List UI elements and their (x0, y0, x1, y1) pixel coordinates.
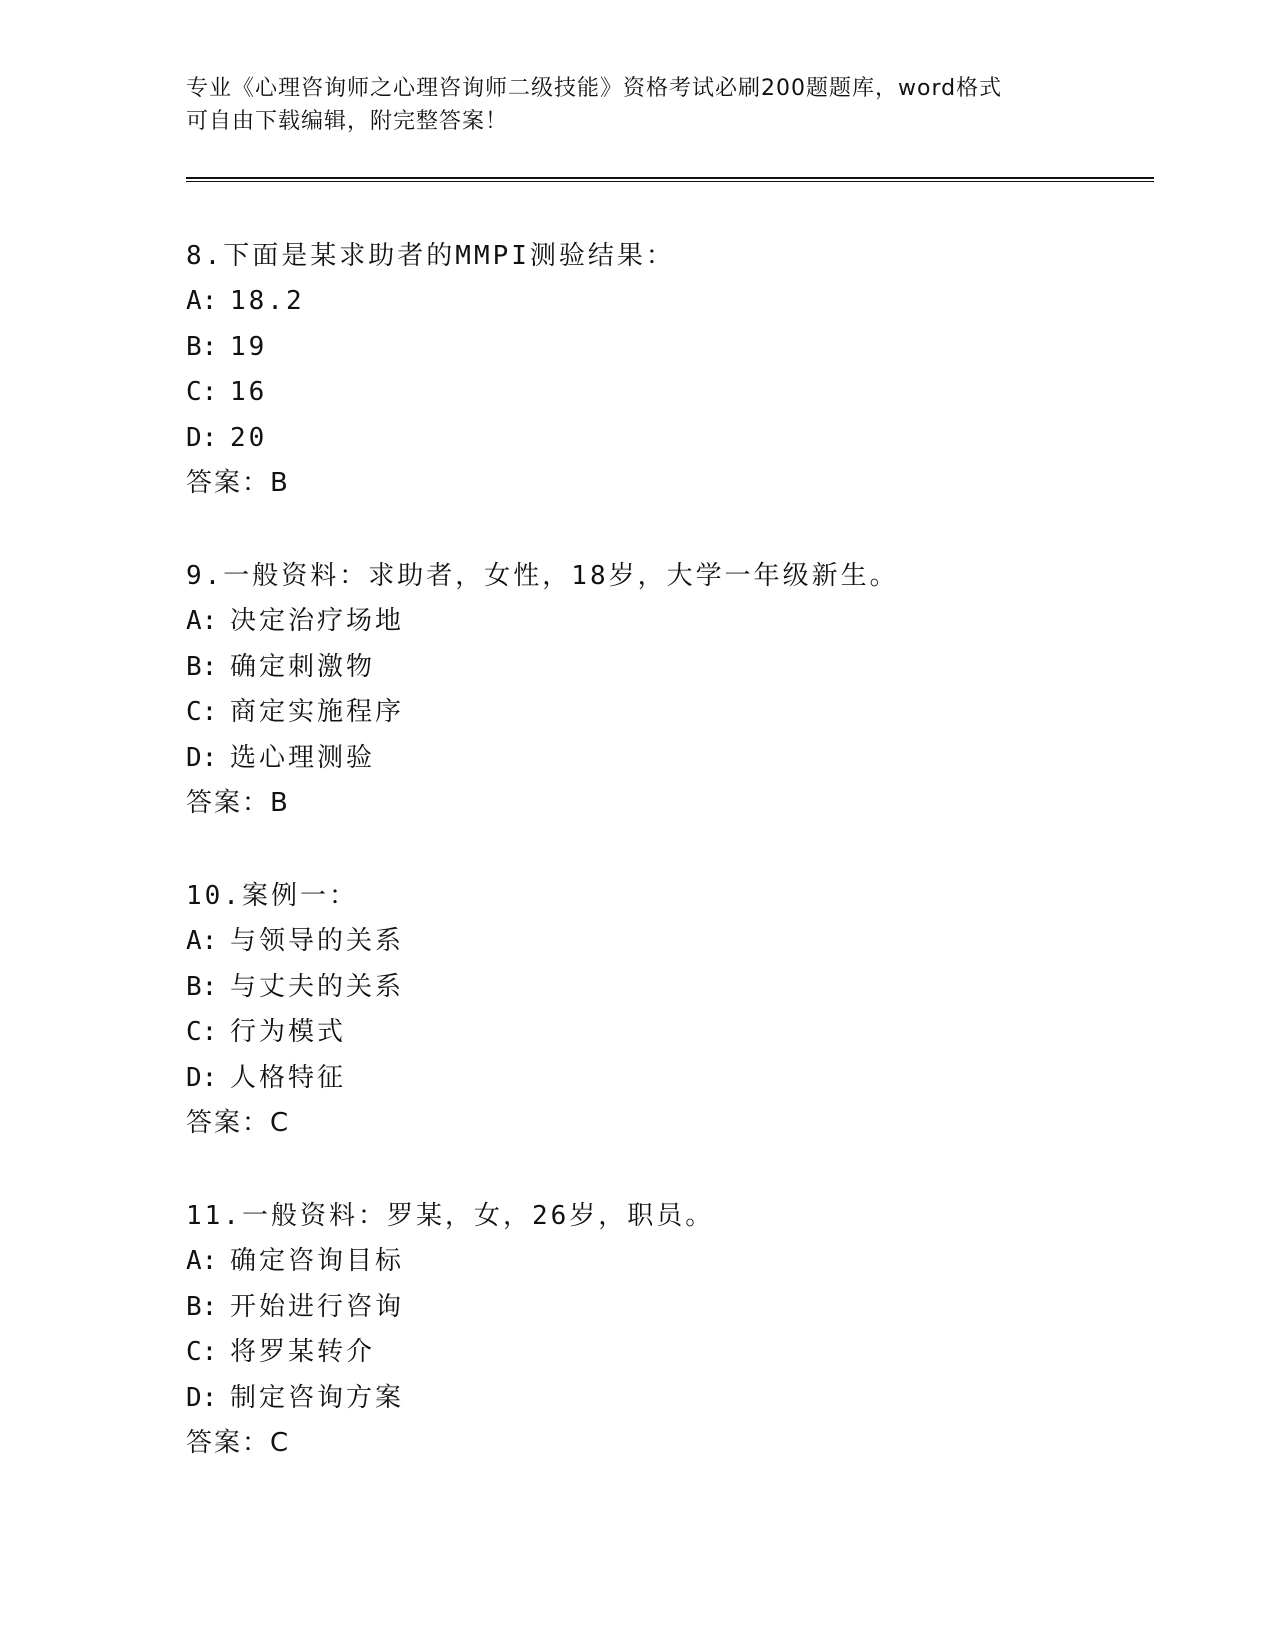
option-letter: D: (186, 1382, 218, 1413)
option-letter: C: (186, 1337, 218, 1368)
answer-line: 答案：B (186, 787, 290, 818)
header-title-line-2: 可自由下载编辑，附完整答案！ (186, 109, 509, 134)
option-text: 与领导的关系 (230, 926, 405, 957)
answer-line: 答案：C (186, 1107, 291, 1138)
option-letter: B: (186, 971, 218, 1002)
option-text: 将罗某转介 (230, 1337, 376, 1368)
option-a (186, 919, 1146, 964)
option-a (186, 599, 1146, 644)
option-c (186, 1010, 1146, 1055)
option-text: 选心理测验 (230, 742, 376, 773)
option-text: 确定刺激物 (230, 651, 376, 682)
option-b (186, 325, 1146, 370)
option-text: 19 (230, 331, 268, 362)
question-item (186, 1194, 1146, 1514)
option-text: 决定治疗场地 (230, 606, 405, 637)
option-letter: A: (186, 606, 218, 637)
option-letter: B: (186, 651, 218, 682)
option-text: 16 (230, 377, 268, 408)
header-divider (186, 177, 1154, 182)
option-a (186, 1239, 1146, 1284)
option-d (186, 416, 1146, 461)
header-title-line-1: 专业《心理咨询师之心理咨询师二级技能》资格考试必刷200题题库，word格式 (186, 76, 1003, 101)
option-b (186, 645, 1146, 690)
question-item (186, 874, 1146, 1194)
answer-line: 答案：B (186, 467, 290, 498)
option-text: 确定咨询目标 (230, 1246, 405, 1277)
option-b (186, 965, 1146, 1010)
option-d (186, 1376, 1146, 1421)
option-text: 人格特征 (230, 1062, 347, 1093)
option-text: 行为模式 (230, 1017, 347, 1048)
option-letter: C: (186, 697, 218, 728)
question-stem: 9.一般资料：求助者，女性，18岁，大学一年级新生。 (186, 561, 899, 591)
option-text: 商定实施程序 (230, 697, 405, 728)
option-c (186, 1330, 1146, 1375)
answer-line: 答案：C (186, 1427, 291, 1458)
option-d (186, 1056, 1146, 1101)
question-item (186, 554, 1146, 874)
question-stem: 8.下面是某求助者的MMPI测验结果： (186, 241, 675, 271)
option-letter: D: (186, 742, 218, 773)
document-header (186, 72, 1086, 138)
option-letter: B: (186, 1291, 218, 1322)
option-text: 开始进行咨询 (230, 1291, 405, 1322)
option-text: 制定咨询方案 (230, 1382, 405, 1413)
question-item (186, 234, 1146, 554)
option-text: 与丈夫的关系 (230, 971, 405, 1002)
option-c (186, 370, 1146, 415)
question-list (186, 234, 1146, 1514)
option-letter: D: (186, 422, 218, 453)
option-text: 18.2 (230, 286, 305, 317)
option-letter: A: (186, 286, 218, 317)
option-letter: A: (186, 1246, 218, 1277)
option-a (186, 279, 1146, 324)
option-letter: B: (186, 331, 218, 362)
option-d (186, 736, 1146, 781)
option-letter: D: (186, 1062, 218, 1093)
option-c (186, 690, 1146, 735)
option-b (186, 1285, 1146, 1330)
option-letter: A: (186, 926, 218, 957)
option-letter: C: (186, 1017, 218, 1048)
question-stem: 11.一般资料：罗某，女，26岁，职员。 (186, 1201, 715, 1231)
option-letter: C: (186, 377, 218, 408)
option-text: 20 (230, 422, 268, 453)
question-stem: 10.案例一： (186, 881, 358, 911)
